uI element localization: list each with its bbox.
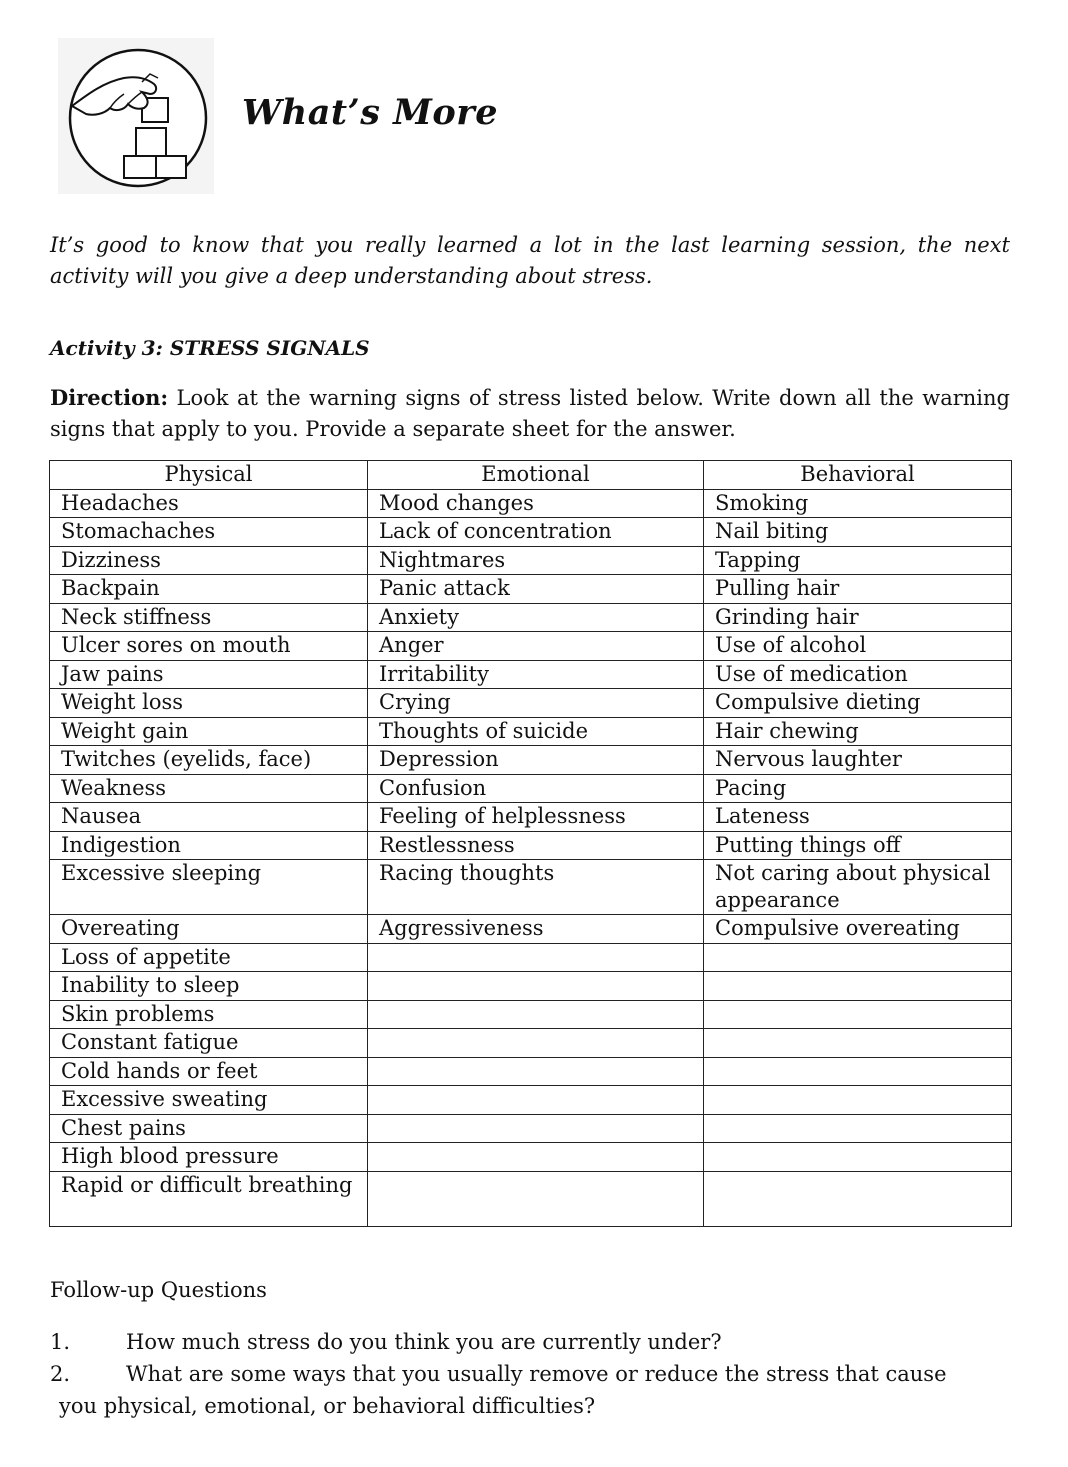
question-text: How much stress do you think you are currently under? <box>126 1330 722 1354</box>
physical-cell: High blood pressure <box>50 1143 368 1172</box>
question-text: What are some ways that you usually remove or reduce the stress that cause <box>126 1362 947 1386</box>
behavioral-cell <box>704 972 1012 1001</box>
emotional-cell: Confusion <box>368 774 704 803</box>
behavioral-cell: Use of medication <box>704 660 1012 689</box>
header-physical: Physical <box>50 461 368 490</box>
emotional-cell: Thoughts of suicide <box>368 717 704 746</box>
table-row <box>50 689 1012 718</box>
table-row <box>50 546 1012 575</box>
physical-cell: Rapid or difficult breathing <box>50 1171 368 1226</box>
emotional-cell <box>368 1114 704 1143</box>
physical-cell: Backpain <box>50 575 368 604</box>
physical-cell: Excessive sweating <box>50 1086 368 1115</box>
physical-cell: Inability to sleep <box>50 972 368 1001</box>
emotional-cell: Restlessness <box>368 831 704 860</box>
behavioral-cell: Nervous laughter <box>704 746 1012 775</box>
emotional-cell: Lack of concentration <box>368 518 704 547</box>
question-text-continued: you physical, emotional, or behavioral difficulties? <box>59 1394 596 1418</box>
stress-signs-table <box>49 460 1012 1227</box>
behavioral-cell: Pulling hair <box>704 575 1012 604</box>
table-row <box>50 803 1012 832</box>
physical-cell: Stomachaches <box>50 518 368 547</box>
physical-cell: Weight gain <box>50 717 368 746</box>
table-row <box>50 1143 1012 1172</box>
table-row <box>50 831 1012 860</box>
emotional-cell: Anxiety <box>368 603 704 632</box>
direction-text: Look at the warning signs of stress listed below. Write down all the warning signs that apply to you. Provide a separate sheet for the answer. <box>50 386 1010 441</box>
behavioral-cell: Lateness <box>704 803 1012 832</box>
behavioral-cell: Nail biting <box>704 518 1012 547</box>
behavioral-cell: Pacing <box>704 774 1012 803</box>
direction-label: Direction: <box>50 385 169 410</box>
header-emotional: Emotional <box>368 461 704 490</box>
emotional-cell <box>368 1086 704 1115</box>
behavioral-cell <box>704 943 1012 972</box>
emotional-cell: Racing thoughts <box>368 860 704 915</box>
physical-cell: Indigestion <box>50 831 368 860</box>
behavioral-cell: Putting things off <box>704 831 1012 860</box>
table-row <box>50 489 1012 518</box>
table-row <box>50 632 1012 661</box>
physical-cell: Dizziness <box>50 546 368 575</box>
behavioral-cell: Compulsive overeating <box>704 915 1012 944</box>
table-header-row <box>50 461 1012 490</box>
emotional-cell <box>368 1000 704 1029</box>
table-row <box>50 603 1012 632</box>
behavioral-cell: Use of alcohol <box>704 632 1012 661</box>
emotional-cell: Crying <box>368 689 704 718</box>
emotional-cell: Nightmares <box>368 546 704 575</box>
emotional-cell <box>368 1029 704 1058</box>
physical-cell: Neck stiffness <box>50 603 368 632</box>
physical-cell: Weight loss <box>50 689 368 718</box>
emotional-cell: Panic attack <box>368 575 704 604</box>
physical-cell: Constant fatigue <box>50 1029 368 1058</box>
behavioral-cell <box>704 1029 1012 1058</box>
physical-cell: Twitches (eyelids, face) <box>50 746 368 775</box>
emotional-cell <box>368 1171 704 1226</box>
table-row <box>50 746 1012 775</box>
physical-cell: Loss of appetite <box>50 943 368 972</box>
physical-cell: Overeating <box>50 915 368 944</box>
followup-title: Follow-up Questions <box>50 1278 267 1302</box>
behavioral-cell <box>704 1171 1012 1226</box>
behavioral-cell <box>704 1086 1012 1115</box>
physical-cell: Chest pains <box>50 1114 368 1143</box>
emotional-cell <box>368 972 704 1001</box>
physical-cell: Jaw pains <box>50 660 368 689</box>
behavioral-cell <box>704 1000 1012 1029</box>
behavioral-cell: Grinding hair <box>704 603 1012 632</box>
physical-cell: Cold hands or feet <box>50 1057 368 1086</box>
physical-cell: Weakness <box>50 774 368 803</box>
physical-cell: Excessive sleeping <box>50 860 368 915</box>
table-row <box>50 860 1012 915</box>
followup-question-1 <box>50 1326 1010 1358</box>
physical-cell: Skin problems <box>50 1000 368 1029</box>
emotional-cell: Depression <box>368 746 704 775</box>
behavioral-cell: Compulsive dieting <box>704 689 1012 718</box>
page-title: What’s More <box>242 92 498 133</box>
table-row <box>50 972 1012 1001</box>
table-row <box>50 660 1012 689</box>
emotional-cell: Irritability <box>368 660 704 689</box>
emotional-cell <box>368 1143 704 1172</box>
hand-stacking-blocks-icon <box>58 38 214 194</box>
question-number: 1. <box>50 1330 71 1354</box>
behavioral-cell <box>704 1114 1012 1143</box>
table-row <box>50 1029 1012 1058</box>
behavioral-cell: Not caring about physical appearance <box>704 860 1012 915</box>
table-row <box>50 717 1012 746</box>
intro-paragraph: It’s good to know that you really learned a lot in the last learning session, the next activity will you give a deep understanding about stress. <box>50 233 1010 288</box>
table-row <box>50 915 1012 944</box>
table-row <box>50 1057 1012 1086</box>
activity-title: Activity 3: STRESS SIGNALS <box>50 336 370 360</box>
emotional-cell: Anger <box>368 632 704 661</box>
behavioral-cell: Hair chewing <box>704 717 1012 746</box>
direction-paragraph <box>50 382 1010 445</box>
behavioral-cell: Smoking <box>704 489 1012 518</box>
table-row <box>50 774 1012 803</box>
emotional-cell <box>368 1057 704 1086</box>
physical-cell: Headaches <box>50 489 368 518</box>
table-row <box>50 518 1012 547</box>
behavioral-cell <box>704 1143 1012 1172</box>
followup-question-2 <box>50 1358 1010 1422</box>
emotional-cell <box>368 943 704 972</box>
emotional-cell: Mood changes <box>368 489 704 518</box>
table-row <box>50 1171 1012 1226</box>
physical-cell: Ulcer sores on mouth <box>50 632 368 661</box>
table-row <box>50 1114 1012 1143</box>
behavioral-cell <box>704 1057 1012 1086</box>
physical-cell: Nausea <box>50 803 368 832</box>
emotional-cell: Aggressiveness <box>368 915 704 944</box>
question-number: 2. <box>50 1362 71 1386</box>
table-row <box>50 1000 1012 1029</box>
table-row <box>50 1086 1012 1115</box>
behavioral-cell: Tapping <box>704 546 1012 575</box>
header-behavioral: Behavioral <box>704 461 1012 490</box>
table-row <box>50 943 1012 972</box>
emotional-cell: Feeling of helplessness <box>368 803 704 832</box>
table-row <box>50 575 1012 604</box>
